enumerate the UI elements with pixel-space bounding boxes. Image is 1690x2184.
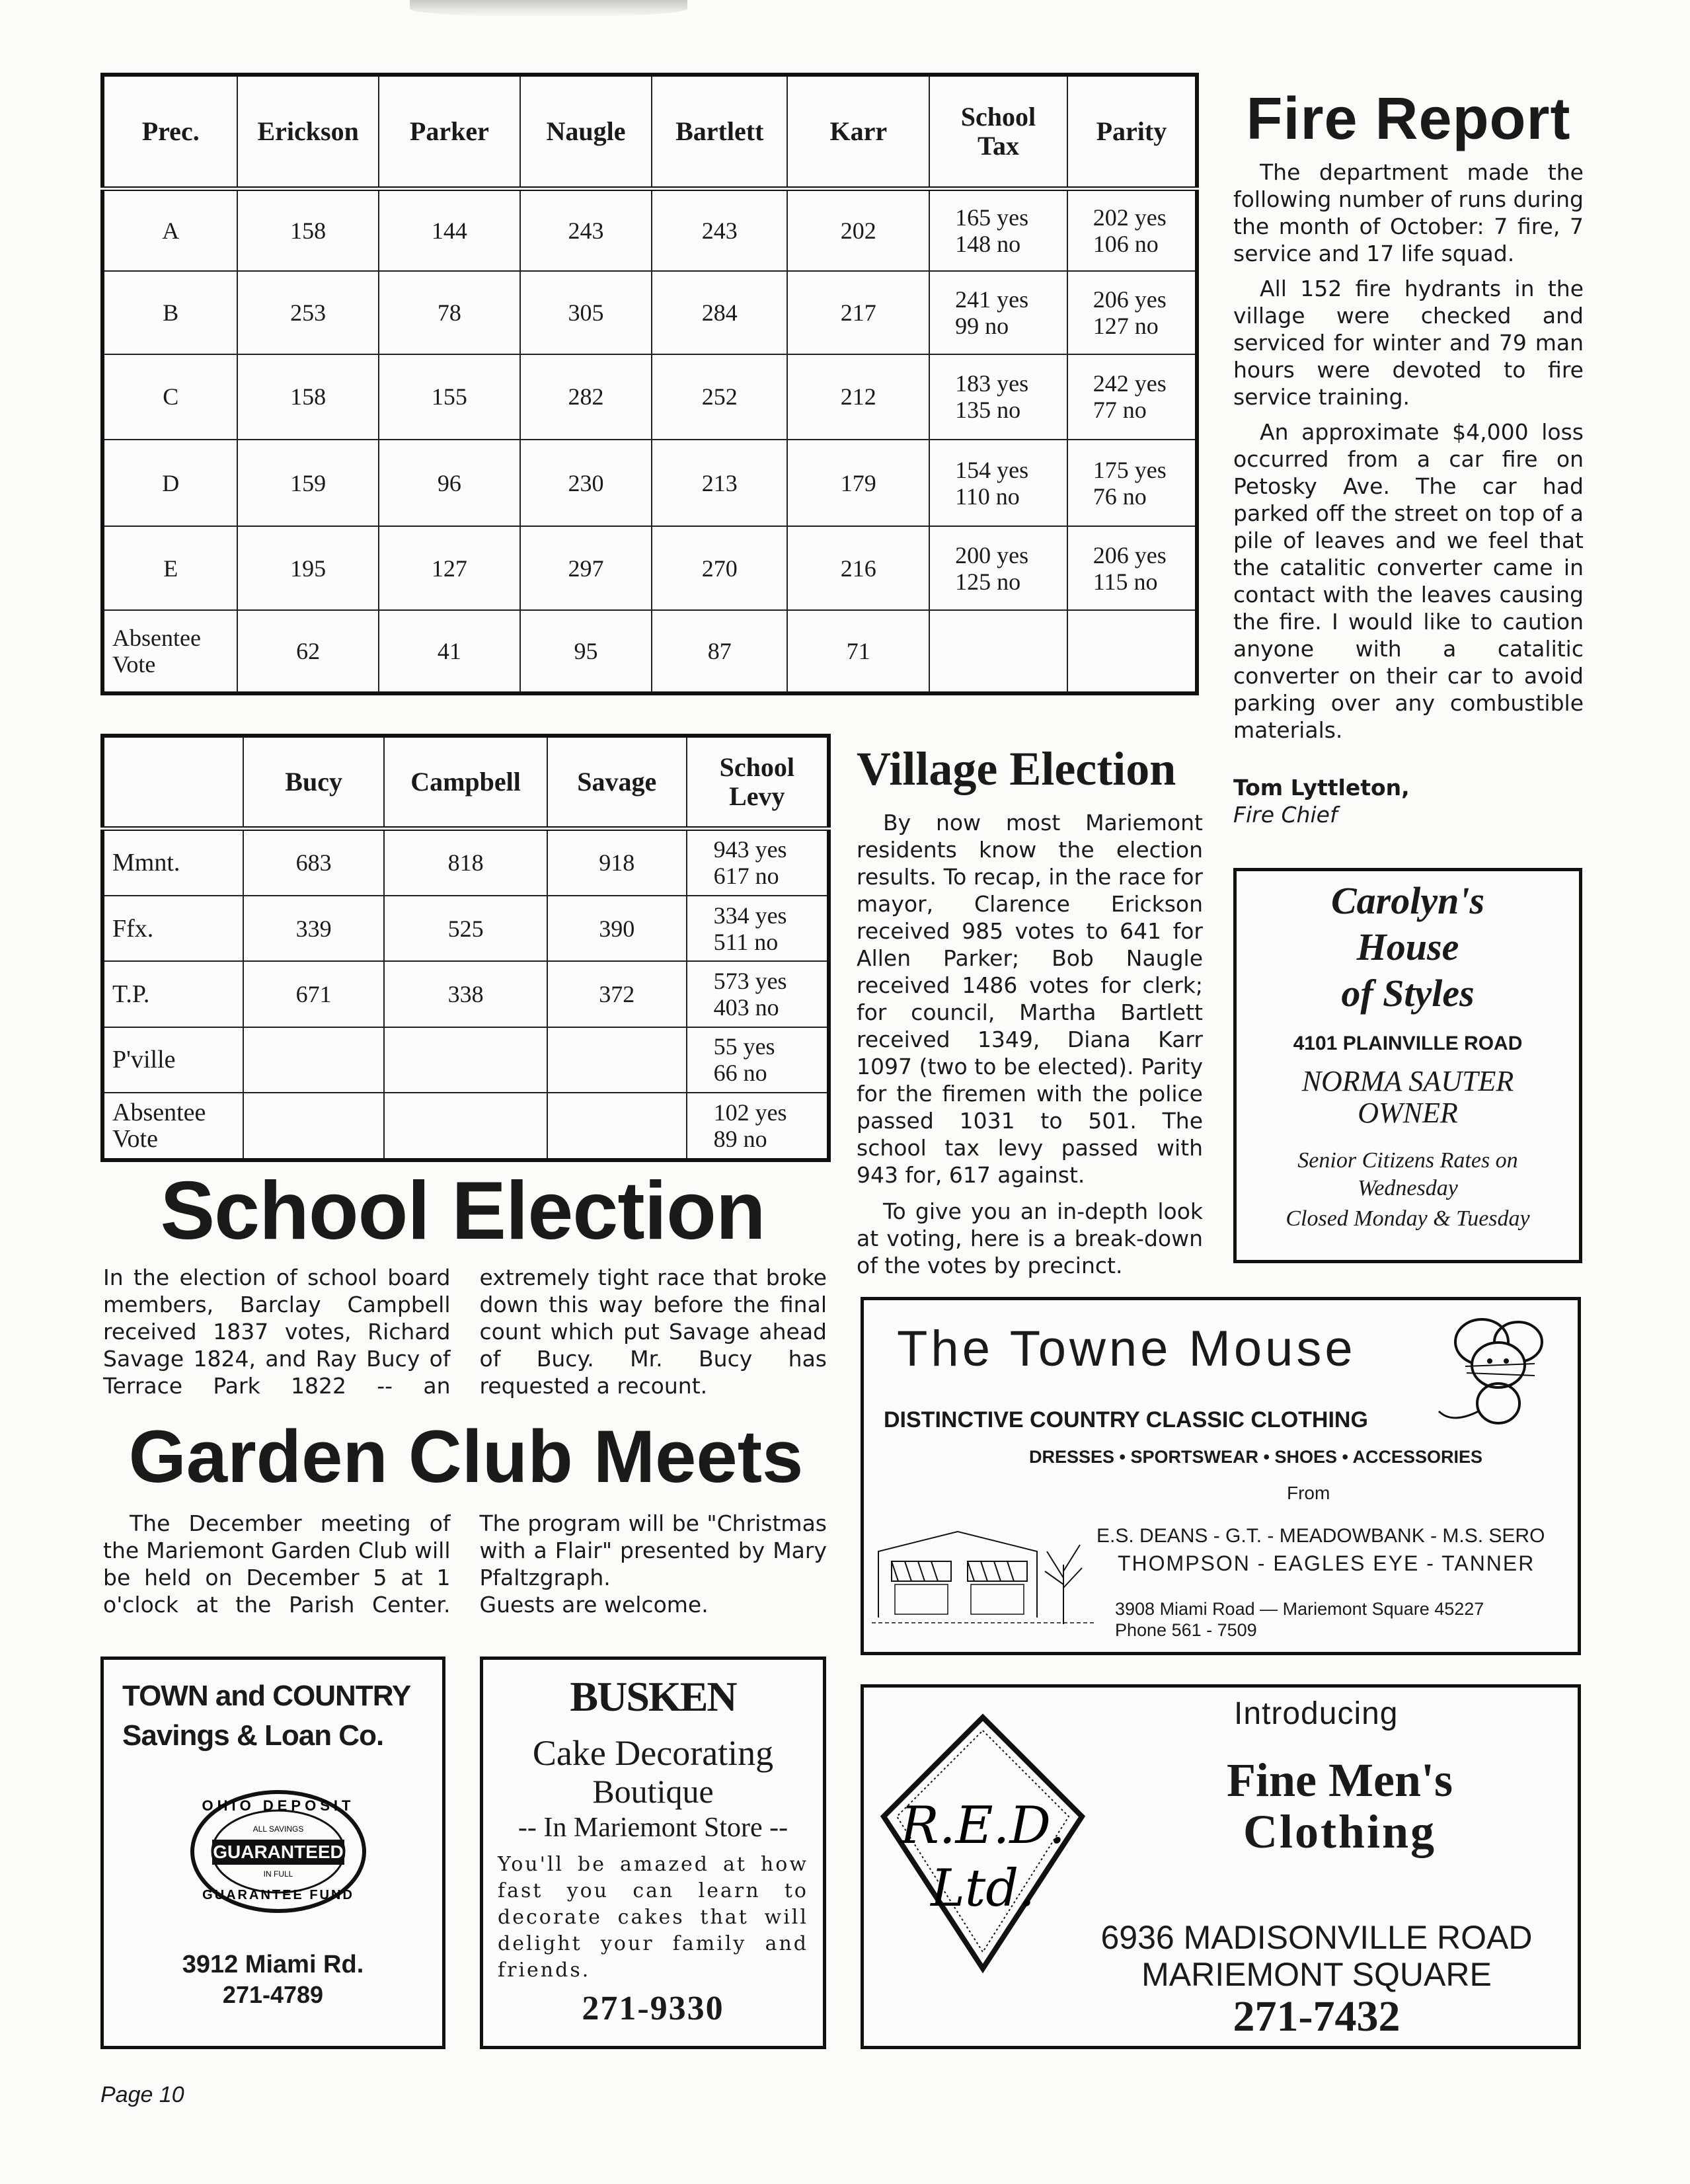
fire-report-paragraph: The department made the following number of runs during the month of October: 7 fire, 7 service and 17 life squad.	[1233, 159, 1584, 266]
ad-name-line: of Styles	[1341, 972, 1475, 1015]
table-cell: 159	[237, 440, 378, 527]
yes-count: 943 yes	[713, 836, 787, 863]
yes-count: 55 yes	[713, 1033, 775, 1060]
row-label: Ffx.	[102, 896, 243, 961]
table-row	[102, 440, 1197, 527]
ad-address: 3912 Miami Rd.	[182, 1951, 364, 1978]
precinct-label: C	[102, 354, 237, 440]
table-cell: 243	[652, 188, 787, 271]
towne-mouse-brands: THOMPSON - EAGLES EYE - TANNER	[1118, 1551, 1535, 1575]
ad-headline: Fine Men's	[1227, 1754, 1453, 1807]
table-cell: 305	[520, 271, 652, 354]
column-header: Bartlett	[652, 75, 787, 188]
table-cell	[1067, 354, 1197, 440]
table-cell	[687, 1027, 829, 1093]
table-cell: 284	[652, 271, 787, 354]
busken-logo: BUSKEN	[570, 1673, 736, 1720]
yes-count: 102 yes	[713, 1099, 787, 1126]
table-cell: 212	[787, 354, 929, 440]
table-cell	[384, 1027, 547, 1093]
table-cell: 96	[379, 440, 520, 527]
table-cell: 202	[787, 188, 929, 271]
ad-phone: 271-4789	[222, 1981, 324, 2008]
table-cell	[929, 271, 1067, 354]
seal-text: ALL SAVINGS	[252, 1824, 304, 1834]
storefront-illustration	[872, 1505, 1096, 1637]
seal-top-text: OHIO DEPOSIT	[202, 1797, 355, 1814]
table-cell: 179	[787, 440, 929, 527]
fire-report-title: Fire Report	[1246, 86, 1571, 152]
table-cell: 390	[547, 896, 687, 961]
table-cell: 158	[237, 188, 378, 271]
ad-subheadline: -- In Mariemont Store --	[518, 1813, 788, 1843]
table-cell: 158	[237, 354, 378, 440]
village-election-paragraph: By now most Mariemont residents know the election results. To recap, in the race for mayor, Clarence Erickson received 985 votes to 641 for Allen Parker; Bob Naugle received 1486 votes for clerk; for council, Martha Bartlett received 1349, Diana Karr 1097 (two to be elected). Parity for the firemen with the police passed 1031 to 501. The school tax levy passed with 943 for, 617 against.	[857, 810, 1203, 1188]
page-number: Page 10	[100, 2082, 184, 2107]
fire-report-author: Tom Lyttleton,	[1233, 775, 1410, 800]
ad-name-line: Savings & Loan Co.	[122, 1719, 384, 1752]
table-row	[102, 271, 1197, 354]
table-cell: 282	[520, 354, 652, 440]
table-row	[102, 961, 829, 1027]
table-cell: 155	[379, 354, 520, 440]
column-header: Parity	[1067, 75, 1197, 188]
no-count: 106 no	[1093, 231, 1159, 257]
table-cell: 525	[384, 896, 547, 961]
table-cell: 213	[652, 440, 787, 527]
table-cell	[1067, 610, 1197, 693]
ad-note: Closed Monday & Tuesday	[1286, 1206, 1530, 1231]
no-count: 135 no	[955, 397, 1021, 424]
ad-headline: Clothing	[1243, 1805, 1437, 1858]
table-cell	[384, 1093, 547, 1160]
towne-mouse-address: 3908 Miami Road — Mariemont Square 45227	[1115, 1599, 1484, 1619]
no-count: 115 no	[1093, 568, 1158, 595]
table-row	[102, 1093, 829, 1160]
ad-name-line: House	[1356, 925, 1459, 968]
table-cell	[687, 896, 829, 961]
table-cell: 87	[652, 610, 787, 693]
table-cell: 683	[243, 828, 384, 896]
table-cell: 339	[243, 896, 384, 961]
towne-mouse-from: From	[1287, 1483, 1330, 1503]
table-cell: 216	[787, 526, 929, 610]
ad-address: MARIEMONT SQUARE	[1141, 1956, 1492, 1993]
towne-mouse-ad	[861, 1297, 1581, 1655]
table-cell	[547, 1093, 687, 1160]
no-count: 89 no	[713, 1125, 767, 1152]
table-cell: 71	[787, 610, 929, 693]
ad-phone: 271-7432	[1233, 1992, 1401, 2041]
table-row	[102, 828, 829, 896]
no-count: 76 no	[1093, 483, 1147, 510]
ad-name-line: TOWN and COUNTRY	[122, 1680, 411, 1712]
table-cell	[687, 961, 829, 1027]
table-row	[102, 896, 829, 961]
towne-mouse-phone: Phone 561 - 7509	[1115, 1620, 1257, 1640]
precinct-label: A	[102, 188, 237, 271]
fire-report-paragraph: All 152 fire hydrants in the village were checked and serviced for winter and 79 man hours were devoted to fire service training.	[1233, 276, 1584, 410]
yes-count: 200 yes	[955, 541, 1029, 568]
column-header: School Tax	[929, 75, 1067, 188]
table-row	[102, 188, 1197, 271]
logo-text: Ltd.	[931, 1859, 1035, 1918]
no-count: 77 no	[1093, 397, 1147, 424]
table-cell	[1067, 440, 1197, 527]
guarantee-seal-logo	[186, 1785, 371, 1918]
yes-count: 165 yes	[955, 204, 1029, 231]
school-election-text: In the election of school board members, Barclay Campbell received 1837 votes, Richard Savage 1824, and Ray Bucy of Terrace Park 1822 -- an extremely tight race that broke down this way before the final count which put Savage ahead of Bucy. Mr. Bucy has requested a recount.	[103, 1265, 827, 1399]
table-cell: 270	[652, 526, 787, 610]
mouse-icon	[1426, 1312, 1571, 1431]
town-country-savings-ad	[100, 1657, 445, 2049]
table-cell	[929, 188, 1067, 271]
no-count: 511 no	[713, 928, 779, 955]
column-header	[102, 736, 243, 828]
school-election-heading: School Election	[160, 1165, 765, 1257]
table-cell	[1067, 271, 1197, 354]
column-header: Erickson	[237, 75, 378, 188]
table-cell: 195	[237, 526, 378, 610]
column-header: Bucy	[243, 736, 384, 828]
school-election-table	[100, 734, 831, 1162]
red-ltd-mens-clothing-ad	[861, 1684, 1581, 2049]
column-header: Karr	[787, 75, 929, 188]
garden-club-paragraph: Guests are welcome.	[479, 1592, 709, 1618]
table-row	[102, 354, 1197, 440]
column-header: School Levy	[687, 736, 829, 828]
table-cell: 252	[652, 354, 787, 440]
column-header: Campbell	[384, 736, 547, 828]
towne-mouse-brands: E.S. DEANS - G.T. - MEADOWBANK - M.S. SERO	[1096, 1525, 1545, 1547]
seal-bottom-text: GUARANTEE FUND	[202, 1888, 354, 1902]
table-cell	[929, 440, 1067, 527]
yes-count: 334 yes	[713, 902, 787, 929]
ad-owner-name: NORMA SAUTER	[1301, 1065, 1514, 1097]
precinct-results-table	[100, 73, 1199, 695]
column-header: Prec.	[102, 75, 237, 188]
ad-intro: Introducing	[1234, 1696, 1399, 1731]
yes-count: 206 yes	[1093, 541, 1167, 568]
yes-count: 175 yes	[1093, 456, 1167, 483]
ad-headline: Boutique	[592, 1773, 714, 1810]
yes-count: 183 yes	[955, 370, 1029, 397]
column-header: Naugle	[520, 75, 652, 188]
towne-mouse-tagline: DISTINCTIVE COUNTRY CLASSIC CLOTHING	[884, 1407, 1368, 1432]
ad-headline: Cake Decorating	[532, 1733, 774, 1773]
no-count: 617 no	[713, 863, 779, 890]
yes-count: 206 yes	[1093, 286, 1167, 313]
table-cell: 217	[787, 271, 929, 354]
table-cell: 243	[520, 188, 652, 271]
table-cell	[243, 1093, 384, 1160]
column-header: Savage	[547, 736, 687, 828]
no-count: 110 no	[955, 483, 1020, 510]
seal-text: IN FULL	[263, 1869, 293, 1879]
yes-count: 241 yes	[955, 286, 1029, 313]
table-cell: 78	[379, 271, 520, 354]
table-cell: 62	[237, 610, 378, 693]
table-cell	[687, 1093, 829, 1160]
fire-report-section	[1233, 86, 1584, 828]
table-row	[102, 1027, 829, 1093]
table-cell: 41	[379, 610, 520, 693]
ad-owner-label: OWNER	[1358, 1097, 1458, 1129]
no-count: 127 no	[1093, 312, 1159, 339]
no-count: 125 no	[955, 568, 1021, 595]
ad-address: 4101 PLAINVILLE ROAD	[1293, 1033, 1523, 1054]
no-count: 403 no	[713, 994, 779, 1021]
row-label: Mmnt.	[102, 828, 243, 896]
yes-count: 202 yes	[1093, 204, 1167, 231]
fire-report-paragraph: An approximate $4,000 loss occurred from a car fire on Petosky Ave. The car had parked off the street on top of a pile of leaves and we feel that the catalitic converter came in contact with the leaves causing the fire. I would like to caution anyone with a catalitic converter on their car to avoid parking over any combustible materials.	[1233, 419, 1584, 743]
yes-count: 154 yes	[955, 456, 1029, 483]
table-cell	[929, 610, 1067, 693]
table-cell	[929, 526, 1067, 610]
garden-club-heading: Garden Club Meets	[128, 1415, 804, 1498]
busken-cake-ad	[480, 1657, 826, 2049]
row-label: P'ville	[102, 1027, 243, 1093]
yes-count: 573 yes	[713, 968, 787, 994]
garden-club-paragraph: The December meeting of the Mariemont Garden Club will be held on December 5 at 1 o'clock at the Parish Center. The program will be "Christmas with a Flair" presented by Mary Pfaltzgraph.	[103, 1510, 827, 1618]
village-election-paragraph: To give you an in-depth look at voting, here is a break-down of the votes by precinct.	[857, 1198, 1203, 1278]
row-label: Absentee Vote	[102, 1093, 243, 1160]
ad-name-line: Carolyn's	[1330, 879, 1485, 922]
scan-shadow	[410, 0, 687, 17]
table-cell: 918	[547, 828, 687, 896]
garden-club-text	[103, 1510, 827, 1618]
seal-main-text: GUARANTEED	[213, 1842, 344, 1862]
table-cell	[929, 354, 1067, 440]
village-election-section	[857, 739, 1203, 1279]
table-cell: 144	[379, 188, 520, 271]
table-cell: 253	[237, 271, 378, 354]
ad-note: Senior Citizens Rates on	[1297, 1148, 1518, 1173]
table-cell: 95	[520, 610, 652, 693]
column-header: Parker	[379, 75, 520, 188]
table-header-row	[102, 736, 829, 828]
precinct-label: Absentee Vote	[102, 610, 237, 693]
precinct-label: E	[102, 526, 237, 610]
towne-mouse-name: The Towne Mouse	[897, 1321, 1356, 1377]
table-cell: 230	[520, 440, 652, 527]
table-cell	[1067, 188, 1197, 271]
table-cell	[547, 1027, 687, 1093]
ad-address: 6936 MADISONVILLE ROAD	[1100, 1919, 1533, 1956]
table-row	[102, 526, 1197, 610]
ad-note: Wednesday	[1358, 1176, 1458, 1200]
table-cell: 671	[243, 961, 384, 1027]
ad-phone: 271-9330	[582, 1990, 724, 2027]
no-count: 148 no	[955, 231, 1021, 257]
village-election-title: Village Election	[857, 742, 1176, 795]
table-cell	[1067, 526, 1197, 610]
table-cell: 338	[384, 961, 547, 1027]
table-cell: 127	[379, 526, 520, 610]
table-row	[102, 610, 1197, 693]
carolyns-house-of-styles-ad	[1233, 868, 1582, 1263]
table-cell	[687, 828, 829, 896]
table-cell: 372	[547, 961, 687, 1027]
no-count: 66 no	[713, 1060, 767, 1087]
table-header-row	[102, 75, 1197, 188]
table-cell: 818	[384, 828, 547, 896]
yes-count: 242 yes	[1093, 370, 1167, 397]
towne-mouse-items: DRESSES • SPORTSWEAR • SHOES • ACCESSORIES	[1029, 1447, 1482, 1467]
row-label: T.P.	[102, 961, 243, 1027]
table-cell	[243, 1027, 384, 1093]
precinct-label: D	[102, 440, 237, 527]
table-cell: 297	[520, 526, 652, 610]
logo-text: R.E.D.	[900, 1796, 1065, 1855]
fire-report-author-title: Fire Chief	[1233, 802, 1338, 828]
precinct-label: B	[102, 271, 237, 354]
ad-body-text: You'll be amazed at how fast you can learn to decorate cakes that will delight your family and friends.	[498, 1853, 808, 1982]
no-count: 99 no	[955, 312, 1009, 339]
